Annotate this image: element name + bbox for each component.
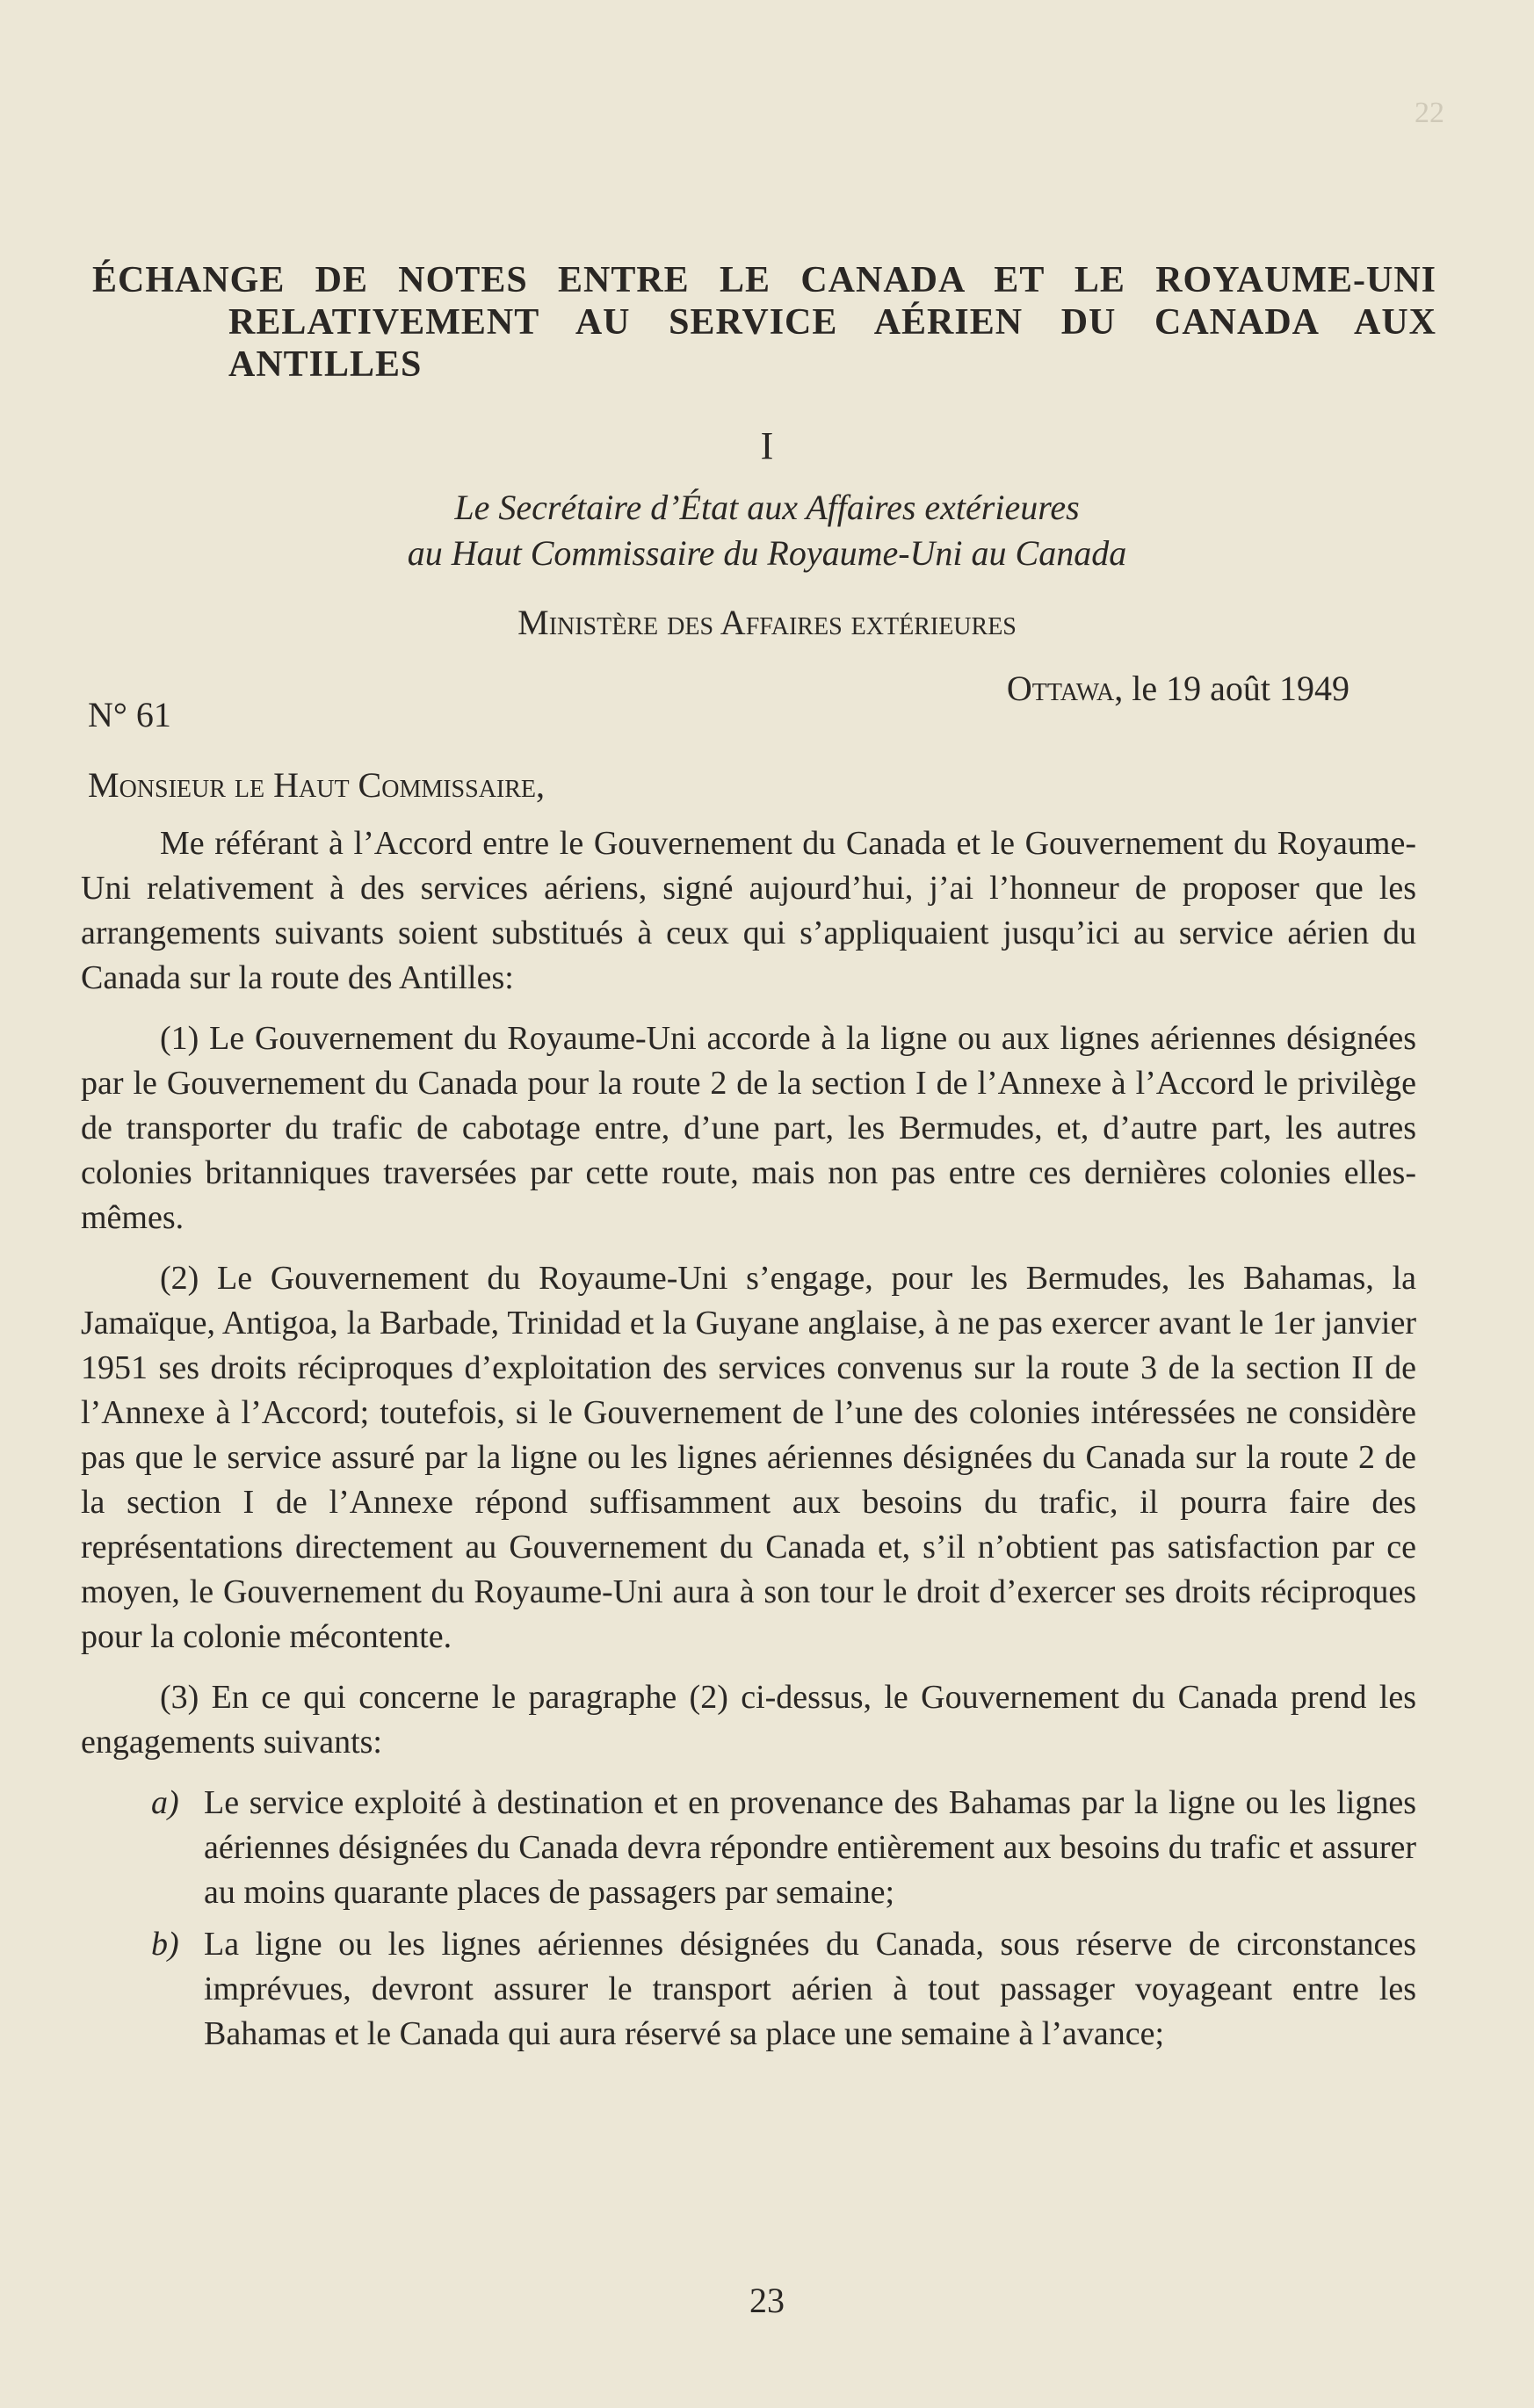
list-item-label: a) <box>151 1784 179 1821</box>
date: le 19 août 1949 <box>1123 669 1349 708</box>
title-line-1: ÉCHANGE DE NOTES ENTRE LE CANADA ET LE ROYAUME-UNI <box>92 260 1436 300</box>
paragraph-3: (3) En ce qui concerne le paragraphe (2) ci-dessus, le Gouvernement du Canada prend les engagements suivants: <box>81 1679 1416 1761</box>
title-line-3: ANTILLES <box>228 344 423 385</box>
paragraph-2: (2) Le Gouvernement du Royaume-Uni s’engage, pour les Bermudes, les Bahamas, la Jamaïque, Antigoa, la Barbade, Trinidad et la Guyane anglaise, à ne pas exercer avant le 1er janvier 1951 ses droits réciproques d’exploitation des services convenus sur la route 3 de la section II de l’Annexe à l’Accord; toutefois, si le Gouvernement de l’une des colonies intéressées ne considère pas que le service assuré par la ligne ou les lignes aériennes désignées du Canada sur la route 2 de la section I de l’Annexe répond suffisamment aux besoins du trafic, il pourra faire des représentations directement au Gouvernement du Canada et, s’il n’obtient pas satisfaction par ce moyen, le Gouvernement du Royaume-Uni aura à son tour le droit d’exercer ses droits réciproques pour la colonie mécontente. <box>81 1260 1416 1655</box>
place-date <box>1007 668 1349 709</box>
paragraph-1: (1) Le Gouvernement du Royaume-Uni accorde à la ligne ou aux lignes aériennes désignées par le Gouvernement du Canada pour la route 2 de la section I de l’Annexe à l’Accord le privilège de transporter du trafic de cabotage entre, d’une part, les Bermudes, et, d’autre part, les autres colonies britanniques traversées par cette route, mais non pas entre ces dernières colonies elles-mêmes. <box>81 1020 1416 1236</box>
title-line-2: RELATIVEMENT AU SERVICE AÉRIEN DU CANADA AUX <box>228 302 1436 343</box>
place: Ottawa, <box>1006 669 1124 708</box>
page-number: 23 <box>749 2281 785 2320</box>
intro-paragraph: Me référant à l’Accord entre le Gouvernement du Canada et le Gouvernement du Royaume-Uni relativement à des services aériens, signé aujourd’hui, j’ai l’honneur de proposer que les arrangements suivants soient substitués à ceux qui s’appliquaient jusqu’ici au service aérien du Canada sur la route des Antilles: <box>81 825 1416 996</box>
sender-line-2: au Haut Commissaire du Royaume-Uni au Canada <box>407 533 1127 573</box>
letter-body <box>81 821 1416 2064</box>
list-item <box>81 1781 1416 1915</box>
section-numeral: I <box>760 424 774 467</box>
list-item-text: La ligne ou les lignes aériennes désignées du Canada, sous réserve de circonstances imprévues, devront assurer le transport aérien à tout passager voyageant entre les Bahamas et le Canada qui aura réservé sa place une semaine à l’avance; <box>204 1926 1416 2052</box>
sender-block <box>0 485 1534 576</box>
list-item-label: b) <box>151 1926 179 1963</box>
note-number: N° 61 <box>88 695 171 734</box>
sender-line-1: Le Secrétaire d’État aux Affaires extérieures <box>454 488 1080 527</box>
list-item <box>81 1922 1416 2057</box>
list-item-text: Le service exploité à destination et en provenance des Bahamas par la ligne ou les lignes aériennes désignées du Canada devra répondre entièrement aux besoins du trafic et assurer au moins quarante places de passagers par semaine; <box>204 1784 1416 1911</box>
ministry-heading: Ministère des Affaires extérieures <box>517 603 1017 642</box>
salutation: Monsieur le Haut Commissaire, <box>88 765 546 805</box>
header-mark: 22 <box>1415 97 1444 129</box>
document-title <box>92 259 1436 386</box>
